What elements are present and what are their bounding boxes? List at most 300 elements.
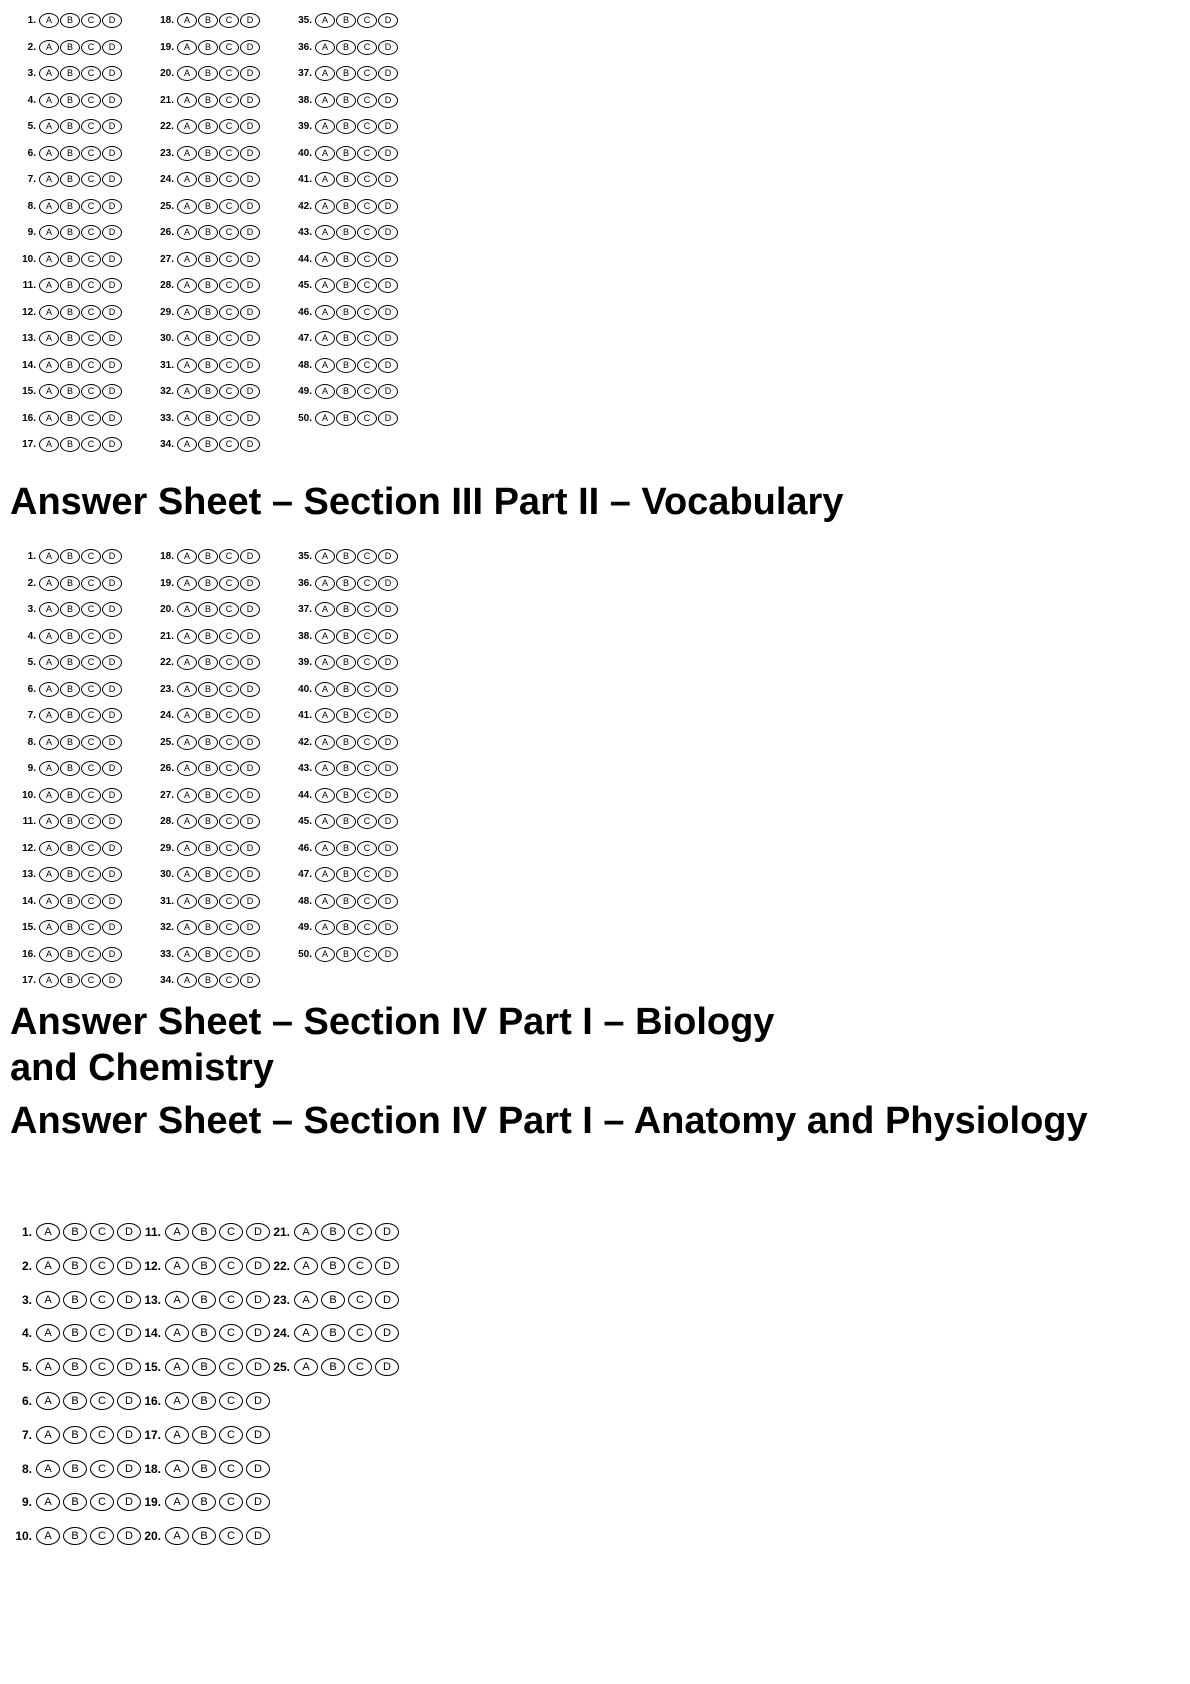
answer-bubble-c[interactable]: C xyxy=(357,358,377,373)
answer-bubble-a[interactable]: A xyxy=(39,437,59,452)
answer-bubble-d[interactable]: D xyxy=(378,708,398,723)
answer-bubble-a[interactable]: A xyxy=(165,1257,189,1275)
answer-bubble-c[interactable]: C xyxy=(357,576,377,591)
answer-bubble-a[interactable]: A xyxy=(315,66,335,81)
answer-bubble-d[interactable]: D xyxy=(117,1223,141,1241)
answer-bubble-d[interactable]: D xyxy=(378,252,398,267)
answer-bubble-c[interactable]: C xyxy=(357,66,377,81)
answer-bubble-b[interactable]: B xyxy=(60,199,80,214)
answer-bubble-d[interactable]: D xyxy=(102,841,122,856)
answer-bubble-c[interactable]: C xyxy=(81,384,101,399)
answer-bubble-d[interactable]: D xyxy=(378,278,398,293)
answer-bubble-a[interactable]: A xyxy=(39,549,59,564)
answer-bubble-c[interactable]: C xyxy=(81,225,101,240)
answer-bubble-b[interactable]: B xyxy=(336,761,356,776)
answer-bubble-d[interactable]: D xyxy=(102,814,122,829)
answer-bubble-b[interactable]: B xyxy=(60,146,80,161)
answer-bubble-c[interactable]: C xyxy=(219,119,239,134)
answer-bubble-a[interactable]: A xyxy=(36,1392,60,1410)
answer-bubble-c[interactable]: C xyxy=(81,576,101,591)
answer-bubble-d[interactable]: D xyxy=(102,358,122,373)
answer-bubble-b[interactable]: B xyxy=(63,1291,87,1309)
answer-bubble-d[interactable]: D xyxy=(240,735,260,750)
answer-bubble-b[interactable]: B xyxy=(336,40,356,55)
answer-bubble-b[interactable]: B xyxy=(60,305,80,320)
answer-bubble-b[interactable]: B xyxy=(63,1257,87,1275)
answer-bubble-a[interactable]: A xyxy=(39,199,59,214)
answer-bubble-c[interactable]: C xyxy=(219,1291,243,1309)
answer-bubble-a[interactable]: A xyxy=(36,1291,60,1309)
answer-bubble-c[interactable]: C xyxy=(219,602,239,617)
answer-bubble-b[interactable]: B xyxy=(60,331,80,346)
answer-bubble-a[interactable]: A xyxy=(315,13,335,28)
answer-bubble-b[interactable]: B xyxy=(198,576,218,591)
answer-bubble-c[interactable]: C xyxy=(348,1358,372,1376)
answer-bubble-b[interactable]: B xyxy=(60,682,80,697)
answer-bubble-c[interactable]: C xyxy=(81,66,101,81)
answer-bubble-a[interactable]: A xyxy=(315,331,335,346)
answer-bubble-d[interactable]: D xyxy=(240,172,260,187)
answer-bubble-a[interactable]: A xyxy=(39,788,59,803)
answer-bubble-d[interactable]: D xyxy=(378,172,398,187)
answer-bubble-a[interactable]: A xyxy=(177,841,197,856)
answer-bubble-c[interactable]: C xyxy=(219,973,239,988)
answer-bubble-b[interactable]: B xyxy=(336,735,356,750)
answer-bubble-d[interactable]: D xyxy=(240,305,260,320)
answer-bubble-b[interactable]: B xyxy=(63,1324,87,1342)
answer-bubble-a[interactable]: A xyxy=(177,920,197,935)
answer-bubble-c[interactable]: C xyxy=(357,199,377,214)
answer-bubble-b[interactable]: B xyxy=(198,549,218,564)
answer-bubble-a[interactable]: A xyxy=(177,682,197,697)
answer-bubble-c[interactable]: C xyxy=(357,13,377,28)
answer-bubble-b[interactable]: B xyxy=(336,66,356,81)
answer-bubble-d[interactable]: D xyxy=(246,1493,270,1511)
answer-bubble-c[interactable]: C xyxy=(357,708,377,723)
answer-bubble-d[interactable]: D xyxy=(102,146,122,161)
answer-bubble-b[interactable]: B xyxy=(336,384,356,399)
answer-bubble-c[interactable]: C xyxy=(90,1493,114,1511)
answer-bubble-d[interactable]: D xyxy=(378,761,398,776)
answer-bubble-c[interactable]: C xyxy=(90,1291,114,1309)
answer-bubble-b[interactable]: B xyxy=(198,602,218,617)
answer-bubble-a[interactable]: A xyxy=(39,602,59,617)
answer-bubble-a[interactable]: A xyxy=(315,682,335,697)
answer-bubble-b[interactable]: B xyxy=(198,199,218,214)
answer-bubble-d[interactable]: D xyxy=(102,40,122,55)
answer-bubble-a[interactable]: A xyxy=(177,199,197,214)
answer-bubble-c[interactable]: C xyxy=(81,761,101,776)
answer-bubble-d[interactable]: D xyxy=(375,1291,399,1309)
answer-bubble-d[interactable]: D xyxy=(240,278,260,293)
answer-bubble-a[interactable]: A xyxy=(39,172,59,187)
answer-bubble-d[interactable]: D xyxy=(240,199,260,214)
answer-bubble-d[interactable]: D xyxy=(240,814,260,829)
answer-bubble-a[interactable]: A xyxy=(177,655,197,670)
answer-bubble-d[interactable]: D xyxy=(240,788,260,803)
answer-bubble-b[interactable]: B xyxy=(336,947,356,962)
answer-bubble-d[interactable]: D xyxy=(117,1493,141,1511)
answer-bubble-a[interactable]: A xyxy=(315,788,335,803)
answer-bubble-b[interactable]: B xyxy=(198,735,218,750)
answer-bubble-d[interactable]: D xyxy=(102,788,122,803)
answer-bubble-c[interactable]: C xyxy=(357,384,377,399)
answer-bubble-a[interactable]: A xyxy=(165,1493,189,1511)
answer-bubble-b[interactable]: B xyxy=(321,1223,345,1241)
answer-bubble-c[interactable]: C xyxy=(90,1223,114,1241)
answer-bubble-c[interactable]: C xyxy=(357,40,377,55)
answer-bubble-b[interactable]: B xyxy=(60,278,80,293)
answer-bubble-a[interactable]: A xyxy=(177,576,197,591)
answer-bubble-a[interactable]: A xyxy=(177,549,197,564)
answer-bubble-a[interactable]: A xyxy=(177,735,197,750)
answer-bubble-a[interactable]: A xyxy=(165,1291,189,1309)
answer-bubble-a[interactable]: A xyxy=(177,708,197,723)
answer-bubble-b[interactable]: B xyxy=(60,708,80,723)
answer-bubble-c[interactable]: C xyxy=(81,305,101,320)
answer-bubble-d[interactable]: D xyxy=(240,629,260,644)
answer-bubble-c[interactable]: C xyxy=(219,40,239,55)
answer-bubble-a[interactable]: A xyxy=(177,13,197,28)
answer-bubble-c[interactable]: C xyxy=(219,947,239,962)
answer-bubble-b[interactable]: B xyxy=(198,708,218,723)
answer-bubble-c[interactable]: C xyxy=(357,252,377,267)
answer-bubble-a[interactable]: A xyxy=(177,947,197,962)
answer-bubble-a[interactable]: A xyxy=(177,40,197,55)
answer-bubble-b[interactable]: B xyxy=(336,655,356,670)
answer-bubble-d[interactable]: D xyxy=(102,437,122,452)
answer-bubble-b[interactable]: B xyxy=(336,682,356,697)
answer-bubble-c[interactable]: C xyxy=(81,437,101,452)
answer-bubble-c[interactable]: C xyxy=(219,305,239,320)
answer-bubble-a[interactable]: A xyxy=(315,867,335,882)
answer-bubble-b[interactable]: B xyxy=(60,225,80,240)
answer-bubble-c[interactable]: C xyxy=(357,172,377,187)
answer-bubble-c[interactable]: C xyxy=(357,629,377,644)
answer-bubble-b[interactable]: B xyxy=(198,411,218,426)
answer-bubble-a[interactable]: A xyxy=(315,920,335,935)
answer-bubble-a[interactable]: A xyxy=(39,947,59,962)
answer-bubble-a[interactable]: A xyxy=(39,252,59,267)
answer-bubble-a[interactable]: A xyxy=(315,576,335,591)
answer-bubble-b[interactable]: B xyxy=(198,331,218,346)
answer-bubble-d[interactable]: D xyxy=(378,411,398,426)
answer-bubble-b[interactable]: B xyxy=(198,629,218,644)
answer-bubble-d[interactable]: D xyxy=(240,841,260,856)
answer-bubble-c[interactable]: C xyxy=(357,549,377,564)
answer-bubble-c[interactable]: C xyxy=(357,920,377,935)
answer-bubble-d[interactable]: D xyxy=(240,973,260,988)
answer-bubble-a[interactable]: A xyxy=(165,1324,189,1342)
answer-bubble-a[interactable]: A xyxy=(177,973,197,988)
answer-bubble-c[interactable]: C xyxy=(81,331,101,346)
answer-bubble-a[interactable]: A xyxy=(165,1358,189,1376)
answer-bubble-c[interactable]: C xyxy=(219,1223,243,1241)
answer-bubble-d[interactable]: D xyxy=(378,119,398,134)
answer-bubble-d[interactable]: D xyxy=(240,920,260,935)
answer-bubble-c[interactable]: C xyxy=(357,867,377,882)
answer-bubble-b[interactable]: B xyxy=(63,1392,87,1410)
answer-bubble-b[interactable]: B xyxy=(321,1291,345,1309)
answer-bubble-b[interactable]: B xyxy=(192,1460,216,1478)
answer-bubble-c[interactable]: C xyxy=(81,549,101,564)
answer-bubble-b[interactable]: B xyxy=(60,358,80,373)
answer-bubble-a[interactable]: A xyxy=(177,225,197,240)
answer-bubble-d[interactable]: D xyxy=(378,841,398,856)
answer-bubble-c[interactable]: C xyxy=(81,735,101,750)
answer-bubble-c[interactable]: C xyxy=(81,841,101,856)
answer-bubble-d[interactable]: D xyxy=(102,655,122,670)
answer-bubble-d[interactable]: D xyxy=(240,867,260,882)
answer-bubble-d[interactable]: D xyxy=(102,66,122,81)
answer-bubble-a[interactable]: A xyxy=(177,602,197,617)
answer-bubble-c[interactable]: C xyxy=(219,920,239,935)
answer-bubble-b[interactable]: B xyxy=(336,814,356,829)
answer-bubble-b[interactable]: B xyxy=(60,629,80,644)
answer-bubble-d[interactable]: D xyxy=(246,1527,270,1545)
answer-bubble-d[interactable]: D xyxy=(102,947,122,962)
answer-bubble-a[interactable]: A xyxy=(315,305,335,320)
answer-bubble-a[interactable]: A xyxy=(165,1426,189,1444)
answer-bubble-a[interactable]: A xyxy=(315,252,335,267)
answer-bubble-a[interactable]: A xyxy=(36,1257,60,1275)
answer-bubble-b[interactable]: B xyxy=(336,629,356,644)
answer-bubble-a[interactable]: A xyxy=(177,629,197,644)
answer-bubble-a[interactable]: A xyxy=(177,867,197,882)
answer-bubble-c[interactable]: C xyxy=(81,867,101,882)
answer-bubble-c[interactable]: C xyxy=(90,1257,114,1275)
answer-bubble-a[interactable]: A xyxy=(315,708,335,723)
answer-bubble-d[interactable]: D xyxy=(240,894,260,909)
answer-bubble-a[interactable]: A xyxy=(39,358,59,373)
answer-bubble-d[interactable]: D xyxy=(102,894,122,909)
answer-bubble-b[interactable]: B xyxy=(192,1291,216,1309)
answer-bubble-d[interactable]: D xyxy=(378,682,398,697)
answer-bubble-a[interactable]: A xyxy=(39,331,59,346)
answer-bubble-b[interactable]: B xyxy=(336,920,356,935)
answer-bubble-a[interactable]: A xyxy=(39,867,59,882)
answer-bubble-b[interactable]: B xyxy=(60,920,80,935)
answer-bubble-a[interactable]: A xyxy=(39,278,59,293)
answer-bubble-c[interactable]: C xyxy=(90,1527,114,1545)
answer-bubble-d[interactable]: D xyxy=(378,358,398,373)
answer-bubble-a[interactable]: A xyxy=(315,602,335,617)
answer-bubble-c[interactable]: C xyxy=(81,814,101,829)
answer-bubble-a[interactable]: A xyxy=(39,411,59,426)
answer-bubble-d[interactable]: D xyxy=(378,920,398,935)
answer-bubble-c[interactable]: C xyxy=(81,411,101,426)
answer-bubble-c[interactable]: C xyxy=(81,40,101,55)
answer-bubble-d[interactable]: D xyxy=(102,761,122,776)
answer-bubble-d[interactable]: D xyxy=(102,252,122,267)
answer-bubble-b[interactable]: B xyxy=(192,1223,216,1241)
answer-bubble-b[interactable]: B xyxy=(198,814,218,829)
answer-bubble-d[interactable]: D xyxy=(240,947,260,962)
answer-bubble-c[interactable]: C xyxy=(357,411,377,426)
answer-bubble-c[interactable]: C xyxy=(219,384,239,399)
answer-bubble-d[interactable]: D xyxy=(378,735,398,750)
answer-bubble-a[interactable]: A xyxy=(39,629,59,644)
answer-bubble-b[interactable]: B xyxy=(60,40,80,55)
answer-bubble-c[interactable]: C xyxy=(81,788,101,803)
answer-bubble-c[interactable]: C xyxy=(81,894,101,909)
answer-bubble-c[interactable]: C xyxy=(219,411,239,426)
answer-bubble-d[interactable]: D xyxy=(102,199,122,214)
answer-bubble-d[interactable]: D xyxy=(378,93,398,108)
answer-bubble-b[interactable]: B xyxy=(198,13,218,28)
answer-bubble-c[interactable]: C xyxy=(219,655,239,670)
answer-bubble-b[interactable]: B xyxy=(192,1358,216,1376)
answer-bubble-c[interactable]: C xyxy=(219,814,239,829)
answer-bubble-a[interactable]: A xyxy=(39,576,59,591)
answer-bubble-c[interactable]: C xyxy=(81,358,101,373)
answer-bubble-a[interactable]: A xyxy=(315,172,335,187)
answer-bubble-c[interactable]: C xyxy=(357,761,377,776)
answer-bubble-b[interactable]: B xyxy=(63,1223,87,1241)
answer-bubble-a[interactable]: A xyxy=(39,761,59,776)
answer-bubble-b[interactable]: B xyxy=(60,172,80,187)
answer-bubble-a[interactable]: A xyxy=(39,384,59,399)
answer-bubble-d[interactable]: D xyxy=(240,66,260,81)
answer-bubble-c[interactable]: C xyxy=(81,629,101,644)
answer-bubble-b[interactable]: B xyxy=(60,814,80,829)
answer-bubble-a[interactable]: A xyxy=(315,225,335,240)
answer-bubble-b[interactable]: B xyxy=(198,947,218,962)
answer-bubble-a[interactable]: A xyxy=(39,13,59,28)
answer-bubble-a[interactable]: A xyxy=(315,894,335,909)
answer-bubble-d[interactable]: D xyxy=(102,305,122,320)
answer-bubble-d[interactable]: D xyxy=(240,40,260,55)
answer-bubble-c[interactable]: C xyxy=(357,119,377,134)
answer-bubble-a[interactable]: A xyxy=(39,894,59,909)
answer-bubble-b[interactable]: B xyxy=(60,788,80,803)
answer-bubble-b[interactable]: B xyxy=(336,119,356,134)
answer-bubble-d[interactable]: D xyxy=(102,629,122,644)
answer-bubble-c[interactable]: C xyxy=(219,894,239,909)
answer-bubble-a[interactable]: A xyxy=(177,894,197,909)
answer-bubble-c[interactable]: C xyxy=(219,1527,243,1545)
answer-bubble-a[interactable]: A xyxy=(39,814,59,829)
answer-bubble-a[interactable]: A xyxy=(315,411,335,426)
answer-bubble-a[interactable]: A xyxy=(315,278,335,293)
answer-bubble-b[interactable]: B xyxy=(336,576,356,591)
answer-bubble-c[interactable]: C xyxy=(219,1324,243,1342)
answer-bubble-b[interactable]: B xyxy=(336,358,356,373)
answer-bubble-b[interactable]: B xyxy=(192,1392,216,1410)
answer-bubble-a[interactable]: A xyxy=(177,331,197,346)
answer-bubble-c[interactable]: C xyxy=(357,93,377,108)
answer-bubble-d[interactable]: D xyxy=(102,119,122,134)
answer-bubble-b[interactable]: B xyxy=(60,841,80,856)
answer-bubble-b[interactable]: B xyxy=(60,437,80,452)
answer-bubble-a[interactable]: A xyxy=(315,761,335,776)
answer-bubble-b[interactable]: B xyxy=(198,894,218,909)
answer-bubble-c[interactable]: C xyxy=(81,93,101,108)
answer-bubble-b[interactable]: B xyxy=(60,761,80,776)
answer-bubble-c[interactable]: C xyxy=(357,894,377,909)
answer-bubble-a[interactable]: A xyxy=(315,814,335,829)
answer-bubble-d[interactable]: D xyxy=(240,225,260,240)
answer-bubble-a[interactable]: A xyxy=(39,708,59,723)
answer-bubble-d[interactable]: D xyxy=(240,146,260,161)
answer-bubble-a[interactable]: A xyxy=(177,146,197,161)
answer-bubble-a[interactable]: A xyxy=(315,735,335,750)
answer-bubble-d[interactable]: D xyxy=(102,735,122,750)
answer-bubble-b[interactable]: B xyxy=(198,252,218,267)
answer-bubble-c[interactable]: C xyxy=(219,761,239,776)
answer-bubble-d[interactable]: D xyxy=(240,761,260,776)
answer-bubble-d[interactable]: D xyxy=(378,629,398,644)
answer-bubble-a[interactable]: A xyxy=(177,278,197,293)
answer-bubble-b[interactable]: B xyxy=(60,894,80,909)
answer-bubble-d[interactable]: D xyxy=(246,1392,270,1410)
answer-bubble-d[interactable]: D xyxy=(240,549,260,564)
answer-bubble-d[interactable]: D xyxy=(240,384,260,399)
answer-bubble-b[interactable]: B xyxy=(60,947,80,962)
answer-bubble-d[interactable]: D xyxy=(102,13,122,28)
answer-bubble-b[interactable]: B xyxy=(198,437,218,452)
answer-bubble-a[interactable]: A xyxy=(294,1257,318,1275)
answer-bubble-d[interactable]: D xyxy=(117,1460,141,1478)
answer-bubble-c[interactable]: C xyxy=(219,146,239,161)
answer-bubble-a[interactable]: A xyxy=(165,1527,189,1545)
answer-bubble-a[interactable]: A xyxy=(177,788,197,803)
answer-bubble-d[interactable]: D xyxy=(117,1358,141,1376)
answer-bubble-a[interactable]: A xyxy=(36,1527,60,1545)
answer-bubble-b[interactable]: B xyxy=(63,1493,87,1511)
answer-bubble-c[interactable]: C xyxy=(81,973,101,988)
answer-bubble-b[interactable]: B xyxy=(60,549,80,564)
answer-bubble-d[interactable]: D xyxy=(240,576,260,591)
answer-bubble-b[interactable]: B xyxy=(198,841,218,856)
answer-bubble-c[interactable]: C xyxy=(90,1460,114,1478)
answer-bubble-a[interactable]: A xyxy=(177,384,197,399)
answer-bubble-b[interactable]: B xyxy=(60,93,80,108)
answer-bubble-d[interactable]: D xyxy=(246,1291,270,1309)
answer-bubble-d[interactable]: D xyxy=(240,708,260,723)
answer-bubble-c[interactable]: C xyxy=(90,1426,114,1444)
answer-bubble-a[interactable]: A xyxy=(177,814,197,829)
answer-bubble-b[interactable]: B xyxy=(336,708,356,723)
answer-bubble-b[interactable]: B xyxy=(198,146,218,161)
answer-bubble-b[interactable]: B xyxy=(198,655,218,670)
answer-bubble-c[interactable]: C xyxy=(219,66,239,81)
answer-bubble-d[interactable]: D xyxy=(378,331,398,346)
answer-bubble-a[interactable]: A xyxy=(39,655,59,670)
answer-bubble-b[interactable]: B xyxy=(192,1527,216,1545)
answer-bubble-b[interactable]: B xyxy=(198,172,218,187)
answer-bubble-d[interactable]: D xyxy=(378,384,398,399)
answer-bubble-d[interactable]: D xyxy=(378,305,398,320)
answer-bubble-b[interactable]: B xyxy=(198,920,218,935)
answer-bubble-c[interactable]: C xyxy=(219,331,239,346)
answer-bubble-c[interactable]: C xyxy=(219,1257,243,1275)
answer-bubble-d[interactable]: D xyxy=(102,411,122,426)
answer-bubble-b[interactable]: B xyxy=(198,40,218,55)
answer-bubble-a[interactable]: A xyxy=(315,629,335,644)
answer-bubble-d[interactable]: D xyxy=(117,1426,141,1444)
answer-bubble-c[interactable]: C xyxy=(219,225,239,240)
answer-bubble-a[interactable]: A xyxy=(294,1358,318,1376)
answer-bubble-a[interactable]: A xyxy=(177,761,197,776)
answer-bubble-d[interactable]: D xyxy=(240,358,260,373)
answer-bubble-c[interactable]: C xyxy=(219,841,239,856)
answer-bubble-d[interactable]: D xyxy=(240,437,260,452)
answer-bubble-d[interactable]: D xyxy=(378,947,398,962)
answer-bubble-b[interactable]: B xyxy=(336,13,356,28)
answer-bubble-b[interactable]: B xyxy=(60,252,80,267)
answer-bubble-c[interactable]: C xyxy=(357,788,377,803)
